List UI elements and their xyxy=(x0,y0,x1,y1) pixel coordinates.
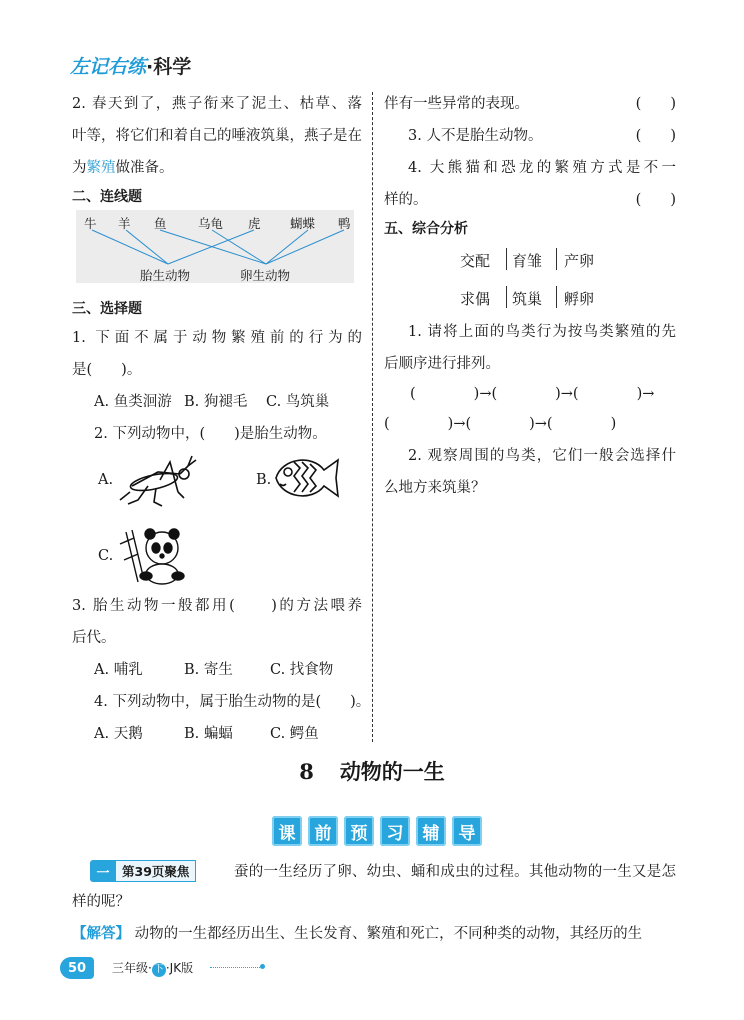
line-turtle-oviparous xyxy=(212,230,266,264)
choice3-opt-b: B. 寄生 xyxy=(184,662,233,678)
tf4-line2 xyxy=(384,184,676,216)
subject-name: 科学 xyxy=(153,56,192,78)
behavior-nesting: 筑巢 xyxy=(512,290,543,308)
section-choice-title: 三、选择题 xyxy=(72,301,142,317)
sequence-line1[interactable]: ( )→( )→( )→ xyxy=(410,386,655,402)
focus-mark: 一 xyxy=(90,860,116,882)
behavior-courtship: 求偶 xyxy=(460,290,491,308)
focus-label: 第39页聚焦 xyxy=(116,860,196,882)
analysis1-line1: 1. 请将上面的鸟类行为按鸟类繁殖的先 xyxy=(408,324,676,340)
answer-text: 动物的一生都经历出生、生长发育、繁殖和死亡，不同种类的动物，其经历的生 xyxy=(134,926,643,942)
banner-char: 习 xyxy=(380,816,410,846)
banner-char: 预 xyxy=(344,816,374,846)
matching-box xyxy=(76,210,354,283)
animal-butterfly: 蝴蝶 xyxy=(290,216,316,231)
choice3-line1: 3. 胎生动物一般都用( )的方法喂养 xyxy=(72,598,362,614)
animal-fish: 鱼 xyxy=(154,216,167,231)
choice2-label-c: C. xyxy=(98,548,114,564)
choice3-opt-a: A. 哺乳 xyxy=(94,662,143,678)
tf3-text: 3. 人不是胎生动物。 xyxy=(408,128,543,144)
focus-text-line1: 蚕的一生经历了卵、幼虫、蛹和成虫的过程。其他动物的一生又是怎 xyxy=(234,864,676,880)
choice1-opt-a: A. 鱼类洄游 xyxy=(94,394,172,410)
line-butterfly-oviparous xyxy=(266,230,308,264)
choice4-line: 4. 下列动物中，属于胎生动物的是( )。 xyxy=(94,694,371,710)
choice1-line1: 1. 下面不属于动物繁殖前的行为的 xyxy=(72,330,362,346)
tf2-answer-blank[interactable]: ( ) xyxy=(635,96,676,112)
line-tiger-viviparous xyxy=(168,230,254,264)
behavior-divider xyxy=(506,286,507,308)
answer-paragraph xyxy=(72,918,676,950)
banner-char: 前 xyxy=(308,816,338,846)
brand-name: 左记右练 xyxy=(70,56,147,78)
page-number: 50 xyxy=(60,957,94,979)
chapter-title xyxy=(0,756,744,786)
footer-term: 下 xyxy=(153,964,164,975)
q2-line1: 2. 春天到了，燕子衔来了泥土、枯草、落 xyxy=(72,96,362,112)
analysis2-line2: 么地方来筑巢？ xyxy=(384,480,486,496)
choice4-opt-c: C. 鳄鱼 xyxy=(270,726,319,742)
behavior-divider xyxy=(556,286,557,308)
line-duck-oviparous xyxy=(266,230,344,264)
behavior-divider xyxy=(506,248,507,270)
tf3-answer-blank[interactable]: ( ) xyxy=(635,128,676,144)
animal-sheep: 羊 xyxy=(118,216,131,231)
behavior-laying: 产卵 xyxy=(564,252,595,270)
behavior-mating: 交配 xyxy=(460,252,491,270)
choice1-opt-b: B. 狗褪毛 xyxy=(184,394,248,410)
chapter-number: 8 xyxy=(299,759,314,784)
banner-char: 导 xyxy=(452,816,482,846)
sequence-line2[interactable]: ( )→( )→( ) xyxy=(384,416,617,432)
behavior-divider xyxy=(556,248,557,270)
section-banner xyxy=(272,816,482,846)
column-divider xyxy=(372,92,373,742)
section-matching-title: 二、连线题 xyxy=(72,189,142,205)
q2-fill-answer: 繁殖 xyxy=(86,160,116,176)
focus-text-line2: 样的呢？ xyxy=(72,894,130,910)
animal-tiger: 虎 xyxy=(248,216,261,231)
choice3-line2: 后代。 xyxy=(72,630,116,646)
footer-edition: 三年级· 下 ·JK版 xyxy=(112,961,194,975)
chapter-name: 动物的一生 xyxy=(339,760,445,784)
analysis2-line1: 2. 观察周围的鸟类，它们一般会选择什 xyxy=(408,448,676,464)
q2-post: 做准备。 xyxy=(115,160,174,176)
brand-dot: · xyxy=(146,56,154,78)
footer-dotted-line xyxy=(210,967,260,968)
choice4-opt-a: A. 天鹅 xyxy=(94,726,143,742)
choice1-line2: 是( )。 xyxy=(72,362,142,378)
focus-tag xyxy=(90,860,196,882)
tf4-line1: 4. 大熊猫和恐龙的繁殖方式是不一 xyxy=(408,160,676,176)
footer-dot xyxy=(260,964,265,969)
footer-edition-text: JK版 xyxy=(169,961,194,975)
behavior-brooding: 育雏 xyxy=(512,252,543,270)
q2-pre: 为 xyxy=(72,160,87,176)
banner-char: 辅 xyxy=(416,816,446,846)
tf3 xyxy=(384,120,676,152)
analysis1-line2: 后顺序进行排列。 xyxy=(384,356,500,372)
animal-duck: 鸭 xyxy=(338,216,351,231)
line-cow-viviparous xyxy=(92,230,168,264)
choice2-line: 2. 下列动物中，( )是胎生动物。 xyxy=(94,426,327,442)
answer-tag: 【解答】 xyxy=(72,925,130,942)
brand-header xyxy=(70,52,191,79)
footer-grade: 三年级 xyxy=(112,961,149,975)
tf4-answer-blank[interactable]: ( ) xyxy=(635,192,676,208)
group-viviparous: 胎生动物 xyxy=(140,268,191,283)
panda-icon xyxy=(116,524,190,586)
q2-line3 xyxy=(72,152,362,184)
line-sheep-viviparous xyxy=(126,230,168,264)
line-fish-oviparous xyxy=(160,230,266,264)
choice2-label-a: A. xyxy=(98,472,114,488)
fish-icon xyxy=(272,452,342,504)
behavior-incubating: 孵卵 xyxy=(564,290,595,308)
choice4-opt-b: B. 蝙蝠 xyxy=(184,726,233,742)
animal-cow: 牛 xyxy=(84,216,97,231)
group-oviparous: 卵生动物 xyxy=(240,268,291,283)
choice3-opt-c: C. 找食物 xyxy=(270,662,334,678)
tf-continued-text: 伴有一些异常的表现。 xyxy=(384,96,529,112)
tf-continued xyxy=(384,88,676,120)
choice1-opt-c: C. 鸟筑巢 xyxy=(266,394,330,410)
grasshopper-icon xyxy=(118,452,198,508)
section-analysis-title: 五、综合分析 xyxy=(384,221,468,237)
animal-turtle: 乌龟 xyxy=(198,216,224,231)
tf4-line2-text: 样的。 xyxy=(384,192,428,208)
q2-line2: 叶等，将它们和着自己的唾液筑巢，燕子是在 xyxy=(72,128,362,144)
choice2-label-b: B. xyxy=(256,472,272,488)
banner-char: 课 xyxy=(272,816,302,846)
